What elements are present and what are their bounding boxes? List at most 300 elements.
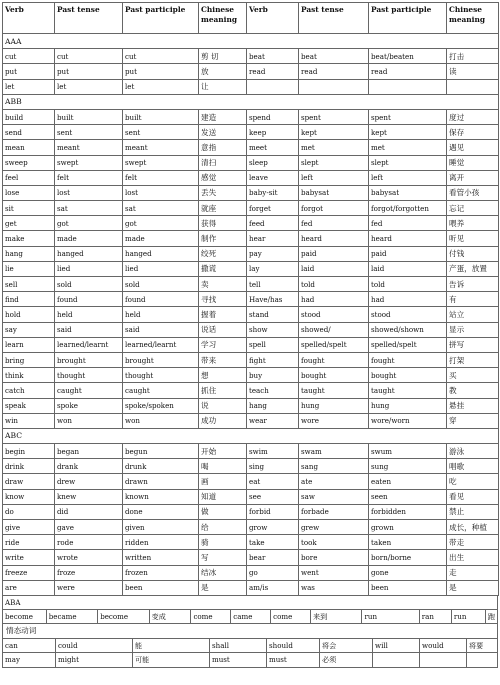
- table-cell: 感觉: [199, 170, 247, 185]
- table-cell: drew: [55, 474, 123, 489]
- table-cell: 卖: [199, 277, 247, 292]
- table-cell: 度过: [447, 109, 499, 124]
- table-cell: keep: [247, 125, 299, 140]
- header-past-tense: Past tense: [55, 3, 123, 34]
- table-cell: told: [369, 277, 447, 292]
- table-cell: sat: [123, 201, 199, 216]
- table-row: [3, 155, 499, 170]
- table-cell: 学习: [199, 337, 247, 352]
- table-cell: leave: [247, 170, 299, 185]
- table-cell: build: [3, 109, 55, 124]
- table-cell: 是: [199, 580, 247, 595]
- table-cell: won: [123, 413, 199, 428]
- table-cell: cut: [55, 49, 123, 64]
- table-cell: said: [55, 322, 123, 337]
- table-cell: hanged: [123, 246, 199, 261]
- table-row: [3, 170, 499, 185]
- table-cell: 买: [447, 368, 499, 383]
- table-cell: 有: [447, 292, 499, 307]
- table-cell: buy: [247, 368, 299, 383]
- table-cell: [299, 79, 369, 94]
- table-cell: 能: [133, 639, 210, 653]
- table-row: [3, 64, 499, 79]
- table-cell: read: [247, 64, 299, 79]
- table-cell: wore: [299, 413, 369, 428]
- table-row: [3, 489, 499, 504]
- table-cell: 听见: [447, 231, 499, 246]
- table-cell: fought: [299, 352, 369, 367]
- table-cell: done: [123, 504, 199, 519]
- table-cell: 给: [199, 520, 247, 535]
- table-cell: lost: [55, 185, 123, 200]
- table-cell: baby-sit: [247, 185, 299, 200]
- table-cell: showed/: [299, 322, 369, 337]
- table-cell: bought: [299, 368, 369, 383]
- table-row: [3, 185, 499, 200]
- table-cell: taught: [299, 383, 369, 398]
- table-cell: hear: [247, 231, 299, 246]
- modal-row: [2, 653, 498, 668]
- table-cell: known: [123, 489, 199, 504]
- table-cell: been: [369, 580, 447, 595]
- table-cell: wear: [247, 413, 299, 428]
- table-cell: 开始: [199, 444, 247, 459]
- table-cell: held: [123, 307, 199, 322]
- table-cell: 成长，种植: [447, 520, 499, 535]
- table-cell: beat: [247, 49, 299, 64]
- table-cell: spent: [299, 109, 369, 124]
- table-cell: meant: [123, 140, 199, 155]
- table-cell: told: [299, 277, 369, 292]
- table-cell: 说话: [199, 322, 247, 337]
- table-cell: lie: [3, 261, 55, 276]
- table-cell: run: [452, 610, 486, 623]
- table-cell: 说: [199, 398, 247, 413]
- table-cell: 睡觉: [447, 155, 499, 170]
- table-cell: spelled/spelt: [299, 337, 369, 352]
- table-cell: begun: [123, 444, 199, 459]
- table-cell: got: [55, 216, 123, 231]
- table-cell: must: [210, 653, 267, 667]
- table-cell: 拼写: [447, 337, 499, 352]
- table-row: [3, 277, 499, 292]
- table-cell: 放: [199, 64, 247, 79]
- table-cell: forbade: [299, 504, 369, 519]
- table-cell: tell: [247, 277, 299, 292]
- table-row: [3, 292, 499, 307]
- table-row: [3, 261, 499, 276]
- table-cell: write: [3, 550, 55, 565]
- table-cell: can: [3, 639, 56, 653]
- table-cell: 制作: [199, 231, 247, 246]
- header-verb-2: Verb: [247, 3, 299, 34]
- table-cell: are: [3, 580, 55, 595]
- table-cell: think: [3, 368, 55, 383]
- table-cell: read: [369, 64, 447, 79]
- table-cell: take: [247, 535, 299, 550]
- table-cell: became: [47, 610, 98, 623]
- table-cell: bear: [247, 550, 299, 565]
- table-cell: spoke/spoken: [123, 398, 199, 413]
- table-cell: gave: [55, 520, 123, 535]
- table-cell: began: [55, 444, 123, 459]
- table-cell: 看管小孩: [447, 185, 499, 200]
- table-cell: hung: [299, 398, 369, 413]
- table-cell: ridden: [123, 535, 199, 550]
- table-cell: knew: [55, 489, 123, 504]
- table-cell: hang: [247, 398, 299, 413]
- table-row: [3, 216, 499, 231]
- table-cell: Have/has: [247, 292, 299, 307]
- table-cell: swim: [247, 444, 299, 459]
- table-cell: born/borne: [369, 550, 447, 565]
- table-cell: feel: [3, 170, 55, 185]
- table-cell: [420, 653, 467, 667]
- table-row: [3, 125, 499, 140]
- table-cell: won: [55, 413, 123, 428]
- table-cell: shall: [210, 639, 267, 653]
- table-row: [3, 307, 499, 322]
- table-row: [3, 352, 499, 367]
- table-cell: 绞死: [199, 246, 247, 261]
- table-cell: met: [369, 140, 447, 155]
- table-cell: brought: [55, 352, 123, 367]
- table-cell: caught: [123, 383, 199, 398]
- group-label: ABB: [3, 94, 499, 109]
- table-cell: bought: [369, 368, 447, 383]
- table-cell: sat: [55, 201, 123, 216]
- table-cell: 喝: [199, 459, 247, 474]
- table-cell: 产蛋，放置: [447, 261, 499, 276]
- table-cell: 成功: [199, 413, 247, 428]
- table-row: [3, 580, 499, 595]
- table-row: [3, 231, 499, 246]
- table-row: [3, 459, 499, 474]
- table-cell: heard: [299, 231, 369, 246]
- table-cell: 撒谎: [199, 261, 247, 276]
- verb-table-page: [2, 2, 498, 668]
- table-row: [3, 398, 499, 413]
- table-cell: sing: [247, 459, 299, 474]
- table-cell: stood: [299, 307, 369, 322]
- table-cell: run: [362, 610, 419, 623]
- table-cell: 变成: [150, 610, 192, 623]
- table-cell: thought: [55, 368, 123, 383]
- table-row: [3, 474, 499, 489]
- table-cell: seen: [369, 489, 447, 504]
- group-label: AAA: [3, 34, 499, 49]
- table-cell: [369, 79, 447, 94]
- table-cell: meet: [247, 140, 299, 155]
- table-cell: pay: [247, 246, 299, 261]
- table-cell: slept: [369, 155, 447, 170]
- table-row: [3, 520, 499, 535]
- table-cell: meant: [55, 140, 123, 155]
- table-cell: may: [3, 653, 56, 667]
- table-cell: make: [3, 231, 55, 246]
- table-cell: swept: [123, 155, 199, 170]
- irregular-verbs-table: [2, 2, 499, 596]
- table-cell: grew: [299, 520, 369, 535]
- table-cell: ride: [3, 535, 55, 550]
- table-row: [3, 413, 499, 428]
- modal-row: [2, 639, 498, 654]
- table-cell: 发送: [199, 125, 247, 140]
- table-cell: 吃: [447, 474, 499, 489]
- table-cell: forgot/forgotten: [369, 201, 447, 216]
- table-cell: bore: [299, 550, 369, 565]
- table-body: [3, 34, 499, 596]
- table-cell: freeze: [3, 565, 55, 580]
- table-cell: [467, 653, 497, 667]
- table-cell: sold: [123, 277, 199, 292]
- table-row: [3, 504, 499, 519]
- table-cell: am/is: [247, 580, 299, 595]
- table-row: [3, 550, 499, 565]
- table-cell: learned/learnt: [123, 337, 199, 352]
- table-cell: swam: [299, 444, 369, 459]
- table-cell: ate: [299, 474, 369, 489]
- group-label-aba: [2, 596, 498, 610]
- table-cell: went: [299, 565, 369, 580]
- table-cell: sent: [55, 125, 123, 140]
- table-cell: lied: [55, 261, 123, 276]
- group-label-row: [3, 34, 499, 49]
- table-cell: swum: [369, 444, 447, 459]
- table-cell: laid: [299, 261, 369, 276]
- table-cell: left: [369, 170, 447, 185]
- table-cell: heard: [369, 231, 447, 246]
- table-cell: held: [55, 307, 123, 322]
- table-cell: forget: [247, 201, 299, 216]
- table-cell: 出生: [447, 550, 499, 565]
- table-cell: 穿: [447, 413, 499, 428]
- table-cell: taught: [369, 383, 447, 398]
- table-cell: show: [247, 322, 299, 337]
- table-cell: 站立: [447, 307, 499, 322]
- table-cell: swept: [55, 155, 123, 170]
- table-cell: brought: [123, 352, 199, 367]
- table-cell: hold: [3, 307, 55, 322]
- table-cell: cut: [3, 49, 55, 64]
- table-cell: 必须: [320, 653, 373, 667]
- table-cell: must: [267, 653, 320, 667]
- table-cell: ran: [420, 610, 452, 623]
- header-row: [3, 3, 499, 34]
- table-cell: sweep: [3, 155, 55, 170]
- table-cell: wore/worn: [369, 413, 447, 428]
- table-cell: do: [3, 504, 55, 519]
- table-cell: 握着: [199, 307, 247, 322]
- header-past-participle-2: Past participle: [369, 3, 447, 34]
- table-cell: will: [373, 639, 420, 653]
- table-cell: put: [3, 64, 55, 79]
- table-cell: hanged: [55, 246, 123, 261]
- table-cell: put: [123, 64, 199, 79]
- table-cell: 抓住: [199, 383, 247, 398]
- table-row: [3, 246, 499, 261]
- table-cell: was: [299, 580, 369, 595]
- table-cell: saw: [299, 489, 369, 504]
- table-row: [3, 109, 499, 124]
- table-cell: 带来: [199, 352, 247, 367]
- table-cell: fight: [247, 352, 299, 367]
- table-cell: 清扫: [199, 155, 247, 170]
- table-cell: sit: [3, 201, 55, 216]
- table-cell: paid: [299, 246, 369, 261]
- table-row: [3, 383, 499, 398]
- table-cell: babysat: [369, 185, 447, 200]
- table-cell: 读: [447, 64, 499, 79]
- table-cell: should: [267, 639, 320, 653]
- table-cell: teach: [247, 383, 299, 398]
- table-cell: babysat: [299, 185, 369, 200]
- table-cell: sent: [123, 125, 199, 140]
- table-cell: paid: [369, 246, 447, 261]
- table-cell: felt: [55, 170, 123, 185]
- table-cell: 跑: [487, 612, 496, 622]
- table-cell: might: [56, 653, 133, 667]
- table-cell: drunk: [123, 459, 199, 474]
- table-cell: learn: [3, 337, 55, 352]
- table-cell: 悬挂: [447, 398, 499, 413]
- table-cell: grown: [369, 520, 447, 535]
- table-row: [3, 322, 499, 337]
- table-cell: read: [299, 64, 369, 79]
- table-cell: took: [299, 535, 369, 550]
- table-cell: kept: [299, 125, 369, 140]
- table-cell: grow: [247, 520, 299, 535]
- table-cell: forbidden: [369, 504, 447, 519]
- table-cell: did: [55, 504, 123, 519]
- table-cell: 丢失: [199, 185, 247, 200]
- table-cell: sung: [369, 459, 447, 474]
- table-cell: caught: [55, 383, 123, 398]
- table-cell: 做: [199, 504, 247, 519]
- table-cell: drawn: [123, 474, 199, 489]
- table-cell: 看见: [447, 489, 499, 504]
- table-cell: 获得: [199, 216, 247, 231]
- table-cell: stand: [247, 307, 299, 322]
- header-chinese-meaning: Chinese meaning: [199, 3, 247, 34]
- table-cell: left: [299, 170, 369, 185]
- table-cell: made: [55, 231, 123, 246]
- table-cell: would: [420, 639, 467, 653]
- table-cell: 想: [199, 368, 247, 383]
- table-cell: 付钱: [447, 246, 499, 261]
- table-cell: had: [299, 292, 369, 307]
- table-cell: spell: [247, 337, 299, 352]
- table-cell: come: [271, 610, 311, 623]
- table-cell: gone: [369, 565, 447, 580]
- table-cell: learned/learnt: [55, 337, 123, 352]
- table-row: [3, 535, 499, 550]
- table-cell: stood: [369, 307, 447, 322]
- table-cell: thought: [123, 368, 199, 383]
- table-cell: 忘记: [447, 201, 499, 216]
- table-cell: fought: [369, 352, 447, 367]
- table-cell: say: [3, 322, 55, 337]
- table-cell: go: [247, 565, 299, 580]
- table-cell: beat/beaten: [369, 49, 447, 64]
- table-cell: made: [123, 231, 199, 246]
- table-cell: 保存: [447, 125, 499, 140]
- table-cell: found: [123, 292, 199, 307]
- group-label-row: [3, 428, 499, 443]
- table-row: [3, 368, 499, 383]
- table-cell: said: [123, 322, 199, 337]
- table-cell: lose: [3, 185, 55, 200]
- table-cell: speak: [3, 398, 55, 413]
- table-cell: hung: [369, 398, 447, 413]
- header-chinese-meaning-2: Chinese meaning: [447, 3, 499, 34]
- table-cell: 将会: [320, 639, 373, 653]
- table-cell: draw: [3, 474, 55, 489]
- table-cell: see: [247, 489, 299, 504]
- table-cell: were: [55, 580, 123, 595]
- table-cell: spoke: [55, 398, 123, 413]
- table-cell: laid: [369, 261, 447, 276]
- table-cell: spent: [369, 109, 447, 124]
- table-cell: let: [123, 79, 199, 94]
- table-cell: lay: [247, 261, 299, 276]
- table-cell: slept: [299, 155, 369, 170]
- table-cell: sang: [299, 459, 369, 474]
- table-cell: 带走: [447, 535, 499, 550]
- table-cell: forgot: [299, 201, 369, 216]
- table-cell: mean: [3, 140, 55, 155]
- table-cell: lost: [123, 185, 199, 200]
- table-cell: 遇见: [447, 140, 499, 155]
- table-cell: 离开: [447, 170, 499, 185]
- table-cell: sold: [55, 277, 123, 292]
- table-cell: 画: [199, 474, 247, 489]
- table-cell: could: [56, 639, 133, 653]
- table-cell: 写: [199, 550, 247, 565]
- table-cell: [373, 653, 420, 667]
- table-cell: 游泳: [447, 444, 499, 459]
- table-cell: taken: [369, 535, 447, 550]
- table-cell: spend: [247, 109, 299, 124]
- table-cell: sleep: [247, 155, 299, 170]
- table-cell: rode: [55, 535, 123, 550]
- table-cell: found: [55, 292, 123, 307]
- table-cell: lied: [123, 261, 199, 276]
- table-cell: 来到: [311, 610, 362, 623]
- modal-verbs-rows: [2, 639, 498, 668]
- header-verb: Verb: [3, 3, 55, 34]
- table-cell: frozen: [123, 565, 199, 580]
- table-cell: 寻找: [199, 292, 247, 307]
- table-cell: eat: [247, 474, 299, 489]
- table-row: [3, 337, 499, 352]
- table-cell: let: [3, 79, 55, 94]
- table-cell: 建造: [199, 109, 247, 124]
- header-past-participle: Past participle: [123, 3, 199, 34]
- header-past-tense-2: Past tense: [299, 3, 369, 34]
- table-cell: [447, 79, 499, 94]
- group-label: ABA: [5, 597, 21, 607]
- table-cell: 教: [447, 383, 499, 398]
- aba-verb-row: [2, 610, 498, 624]
- table-cell: forbid: [247, 504, 299, 519]
- table-cell: drink: [3, 459, 55, 474]
- table-cell: become: [3, 610, 47, 623]
- table-row: [3, 49, 499, 64]
- table-cell: built: [123, 109, 199, 124]
- table-cell: showed/shown: [369, 322, 447, 337]
- table-cell: built: [55, 109, 123, 124]
